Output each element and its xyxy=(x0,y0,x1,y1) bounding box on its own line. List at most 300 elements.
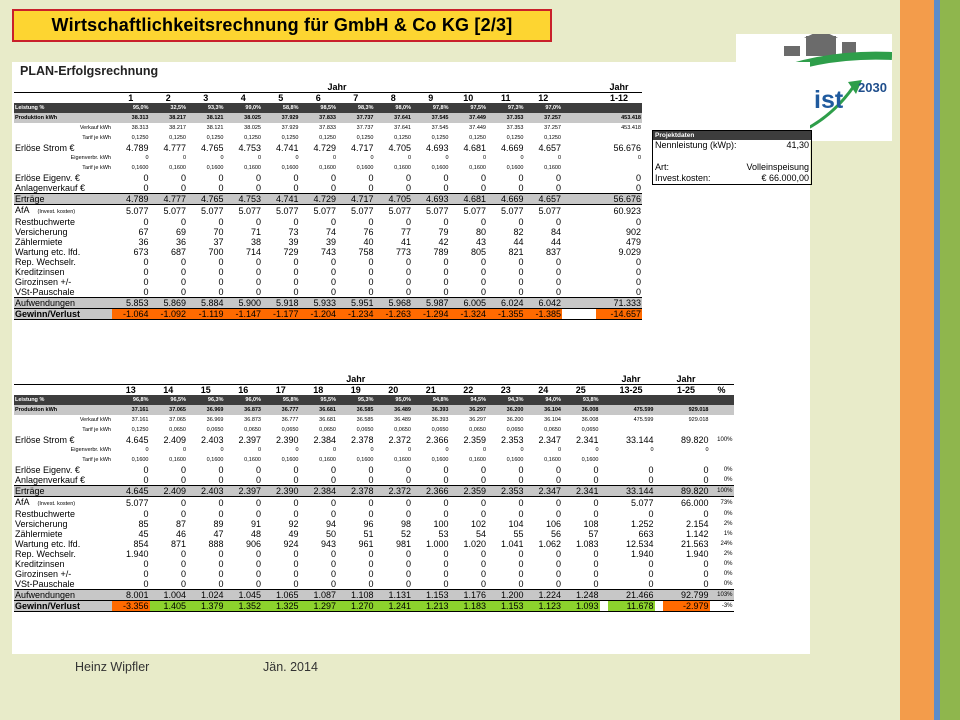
table-row xyxy=(14,247,642,257)
cell-value: 5.968 xyxy=(375,298,413,309)
cell-value: 0,1600 xyxy=(506,457,524,463)
cell-gap xyxy=(655,519,663,529)
cell-value: 4.681 xyxy=(450,194,488,205)
cell-grand: 89.820 xyxy=(680,435,709,445)
cell-total: 902 xyxy=(625,227,641,237)
header-gap xyxy=(562,93,596,104)
cell-value: 69 xyxy=(175,227,186,237)
cell-pct: 0% xyxy=(723,467,733,473)
cell-value: 0 xyxy=(368,509,374,519)
header-grand-range: 1-25 xyxy=(663,385,710,396)
cell-value: 0 xyxy=(555,475,561,485)
cell-value: 0 xyxy=(255,217,261,227)
cell-value: 0 xyxy=(330,465,336,475)
cell-gap xyxy=(562,217,596,227)
cell-value: 0,1250 xyxy=(469,135,486,141)
row-label xyxy=(14,475,112,486)
cell-value: 0,0650 xyxy=(319,427,336,433)
row-label xyxy=(14,601,112,612)
table-row xyxy=(14,183,642,194)
cell-gap xyxy=(562,257,596,267)
table-row xyxy=(14,298,642,309)
cell-value: 0 xyxy=(480,267,486,277)
header-year: 11 xyxy=(487,93,525,104)
cell-value: 37.545 xyxy=(412,113,450,123)
cell-value: 95,0% xyxy=(112,103,150,113)
table-row xyxy=(14,194,642,205)
cell-value: 79 xyxy=(438,227,449,237)
cell-value: 1.000 xyxy=(425,539,449,549)
cell-gap xyxy=(655,435,663,445)
header-year: 16 xyxy=(225,385,263,396)
cell-value: 74 xyxy=(325,227,336,237)
cell-value: 1.379 xyxy=(187,601,225,612)
cell-value: 0,1250 xyxy=(206,135,224,141)
cell-total xyxy=(596,133,642,143)
cell-value: 5.900 xyxy=(225,298,263,309)
cell-value: 0 xyxy=(218,569,224,579)
cell-value: 0 xyxy=(143,287,149,297)
cell-value: 38.217 xyxy=(169,125,186,131)
cell-pct: 100% xyxy=(710,486,734,497)
table-row xyxy=(14,519,734,529)
cell-value: 0 xyxy=(480,277,486,287)
cell-value: 2.409 xyxy=(163,435,186,445)
cell-value: 37.065 xyxy=(169,417,186,423)
row-label-text: Verkauf kWh xyxy=(79,417,111,423)
header-jahr: Jahr xyxy=(346,374,366,384)
cell-value: 0 xyxy=(518,549,524,559)
cell-gap xyxy=(655,425,663,435)
cell-value: -1.294 xyxy=(412,309,450,320)
row-label xyxy=(14,143,112,153)
cell-grand: 21.563 xyxy=(680,539,709,549)
cell-gap xyxy=(600,497,608,510)
cell-value: 0,1600 xyxy=(544,165,561,171)
row-label xyxy=(14,183,112,194)
header-year: 20 xyxy=(375,385,413,396)
cell-value: 4.753 xyxy=(238,143,261,153)
cell-total: 475.599 xyxy=(608,405,655,415)
cell-value: 1.024 xyxy=(187,590,225,601)
table-row xyxy=(14,529,734,539)
cell-value: 0 xyxy=(293,183,299,193)
cell-value: 0 xyxy=(255,559,261,569)
cell-value: 0 xyxy=(443,217,449,227)
cell-value: 0 xyxy=(143,257,149,267)
cell-value: 1.041 xyxy=(500,539,524,549)
cell-value: 2.390 xyxy=(262,486,300,497)
cell-value: 2.347 xyxy=(538,435,561,445)
cell-total: 56.676 xyxy=(596,194,642,205)
cell-value: 0,1250 xyxy=(506,135,524,141)
row-label-text: AfA xyxy=(15,497,30,507)
cell-value: 1.224 xyxy=(525,590,563,601)
cell-value: 0 xyxy=(518,569,524,579)
cell-total: 0 xyxy=(650,447,654,453)
cell-value: 0 xyxy=(330,257,336,267)
cell-value: 0 xyxy=(330,287,336,297)
cell-value: 924 xyxy=(283,539,299,549)
row-label-text: Eigenverbr. kWh xyxy=(70,447,111,453)
row-label-text: Erträge xyxy=(15,194,45,204)
cell-value: 0 xyxy=(255,287,261,297)
cell-value: 36.200 xyxy=(487,405,525,415)
cell-total: 71.333 xyxy=(596,298,642,309)
cell-value: 0,1250 xyxy=(244,135,261,141)
spreadsheet-image xyxy=(12,62,810,654)
cell-value: 0,0650 xyxy=(281,427,299,433)
cell-grand: 1.142 xyxy=(685,529,709,539)
cell-value: 0 xyxy=(180,277,186,287)
cell-value: 0 xyxy=(293,559,299,569)
cell-value: 0 xyxy=(405,257,411,267)
cell-value: 37.545 xyxy=(431,125,449,131)
row-label xyxy=(14,217,112,227)
table-row xyxy=(14,173,642,183)
cell-value: 4.741 xyxy=(275,143,299,153)
cell-value: 0,0650 xyxy=(244,427,261,433)
cell-value: 0 xyxy=(143,183,149,193)
table-row xyxy=(14,103,642,113)
cell-value: 102 xyxy=(470,519,486,529)
cell-value: 0 xyxy=(555,579,561,589)
cell-value: 56 xyxy=(550,529,561,539)
cell-total: 0 xyxy=(635,183,641,193)
cell-value: 0 xyxy=(293,569,299,579)
cell-value: 2.403 xyxy=(200,435,224,445)
cell-value: 2.397 xyxy=(238,435,261,445)
cell-gap xyxy=(562,173,596,183)
cell-total: 33.144 xyxy=(608,486,655,497)
header-year: 1 xyxy=(112,93,150,104)
cell-gap xyxy=(562,163,596,173)
cell-value: 0 xyxy=(405,287,411,297)
cell-grand: 0 xyxy=(703,475,709,485)
cell-value: 0,1600 xyxy=(281,457,299,463)
row-label xyxy=(14,205,112,218)
cell-value: 46 xyxy=(175,529,186,539)
cell-value: 51 xyxy=(363,529,374,539)
cell-pct: 2% xyxy=(723,521,733,527)
cell-value: 2.353 xyxy=(500,435,524,445)
row-label xyxy=(14,415,112,425)
row-label-text: Anlagenverkauf € xyxy=(15,475,86,485)
cell-value: 1.241 xyxy=(375,601,413,612)
cell-value: 36.777 xyxy=(281,417,299,423)
row-label-text: Girozinsen +/- xyxy=(15,569,72,579)
projektdaten-value: 41,30 xyxy=(786,140,809,150)
cell-value: 0 xyxy=(293,267,299,277)
cell-gap xyxy=(562,205,596,218)
row-label xyxy=(14,486,112,497)
cell-value: 0,1600 xyxy=(169,165,186,171)
cell-value: 2.372 xyxy=(375,486,413,497)
cell-value: 0 xyxy=(405,173,411,183)
cell-value: 0 xyxy=(555,465,561,475)
cell-value: 0,0650 xyxy=(206,427,224,433)
cell-value: 0 xyxy=(180,509,186,519)
table-row xyxy=(14,143,642,153)
cell-value: 0 xyxy=(330,498,336,508)
cell-value: 0 xyxy=(368,267,374,277)
cell-value: 0 xyxy=(143,569,149,579)
cell-value: 0,1600 xyxy=(469,457,486,463)
cell-grand: 89.820 xyxy=(663,486,710,497)
cell-value: 0 xyxy=(368,498,374,508)
cell-value: 40 xyxy=(363,237,374,247)
cell-value: 37.929 xyxy=(281,125,299,131)
table-row xyxy=(14,163,642,173)
table-row xyxy=(14,486,734,497)
cell-gap xyxy=(600,590,608,601)
cell-value: 94,3% xyxy=(487,395,525,405)
cell-value: 0 xyxy=(555,257,561,267)
cell-value: 0 xyxy=(370,155,374,161)
cell-value: 0,0650 xyxy=(431,427,449,433)
cell-value: 37.929 xyxy=(262,113,300,123)
cell-value: 0 xyxy=(405,569,411,579)
cell-gap xyxy=(600,601,608,612)
projektdaten-row xyxy=(653,151,811,162)
header-year: 13 xyxy=(112,385,150,396)
cell-value: 5.077 xyxy=(163,206,186,216)
cell-value: 0 xyxy=(255,183,261,193)
cell-value: 821 xyxy=(508,247,524,257)
row-label xyxy=(14,579,112,590)
cell-value: 1.200 xyxy=(487,590,525,601)
cell-gap xyxy=(655,395,663,405)
row-label xyxy=(14,287,112,298)
cell-value: 0 xyxy=(293,173,299,183)
cell-gap xyxy=(600,579,608,590)
cell-value: 0 xyxy=(443,183,449,193)
cell-value: 0 xyxy=(480,183,486,193)
cell-total: 9.029 xyxy=(618,247,641,257)
cell-value: 0 xyxy=(255,465,261,475)
cell-value: 0,1600 xyxy=(431,457,449,463)
header-row-jahr xyxy=(14,82,642,93)
cell-total xyxy=(596,103,642,113)
cell-value: 0 xyxy=(518,498,524,508)
header-gap xyxy=(655,385,663,396)
cell-value: 0 xyxy=(330,267,336,277)
cell-value: 0 xyxy=(518,183,524,193)
cell-value: 93,8% xyxy=(562,395,600,405)
cell-pct xyxy=(710,445,734,455)
row-label-text: Erlöse Strom € xyxy=(15,143,75,153)
header-year: 23 xyxy=(487,385,525,396)
cell-value: 0 xyxy=(255,267,261,277)
row-label-text: Aufwendungen xyxy=(15,298,76,308)
row-label-text: Erträge xyxy=(15,486,45,496)
cell-value: 36.393 xyxy=(431,417,449,423)
header-spacer xyxy=(14,385,112,396)
cell-value: 0,1250 xyxy=(281,135,299,141)
cell-value: 0 xyxy=(557,447,561,453)
cell-gap xyxy=(655,601,663,612)
table-row xyxy=(14,455,734,465)
row-label xyxy=(14,465,112,475)
cell-total: -14.657 xyxy=(596,309,642,320)
cell-value: 0 xyxy=(482,447,486,453)
cell-value: 0,1250 xyxy=(319,135,336,141)
cell-value: 99,0% xyxy=(225,103,263,113)
table-row xyxy=(14,267,642,277)
logo-year: 2030 xyxy=(858,80,887,95)
cell-value: 1.270 xyxy=(337,601,375,612)
cell-value: 0 xyxy=(143,465,149,475)
row-label-text: Zählermiete xyxy=(15,237,63,247)
cell-value: 37.257 xyxy=(544,125,561,131)
cell-value: 0 xyxy=(330,277,336,287)
cell-value: 2.378 xyxy=(337,486,375,497)
cell-value: 0 xyxy=(443,267,449,277)
cell-value: 0 xyxy=(518,509,524,519)
cell-value: 0 xyxy=(443,277,449,287)
cell-value: 4.645 xyxy=(112,486,150,497)
cell-value: 0 xyxy=(220,447,224,453)
cell-value: 0 xyxy=(555,287,561,297)
cell-gap xyxy=(655,497,663,510)
cell-value: 0 xyxy=(180,217,186,227)
table-row xyxy=(14,539,734,549)
cell-value: 0 xyxy=(257,155,261,161)
cell-value: 729 xyxy=(283,247,299,257)
cell-value: 0 xyxy=(143,509,149,519)
cell-gap xyxy=(600,455,608,465)
row-label-text: Eigenverbr. kWh xyxy=(70,155,111,161)
cell-grand xyxy=(663,395,710,405)
cell-value: 0 xyxy=(445,155,449,161)
cell-value: -1.355 xyxy=(487,309,525,320)
projektdaten-row xyxy=(653,140,811,151)
cell-gap xyxy=(600,519,608,529)
cell-pct: 103% xyxy=(710,590,734,601)
header-year: 12 xyxy=(525,93,563,104)
cell-value: 0 xyxy=(218,173,224,183)
cell-value: 5.869 xyxy=(150,298,188,309)
cell-value: 85 xyxy=(138,519,149,529)
cell-value: 0 xyxy=(480,498,486,508)
cell-value: 837 xyxy=(545,247,561,257)
row-label-text: Restbuchwerte xyxy=(15,217,76,227)
cell-value: 5.951 xyxy=(337,298,375,309)
cell-value: 37.353 xyxy=(506,125,524,131)
cell-value: 0 xyxy=(180,579,186,589)
cell-value: 0 xyxy=(143,559,149,569)
cell-value: 36.297 xyxy=(450,405,488,415)
row-label-text: Versicherung xyxy=(15,519,68,529)
cell-value: 0 xyxy=(405,183,411,193)
cell-value: 0 xyxy=(180,569,186,579)
cell-grand: 929.018 xyxy=(663,405,710,415)
cell-grand: 0 xyxy=(705,447,709,453)
cell-value: 5.077 xyxy=(200,206,224,216)
row-label-text: Wartung etc. lfd. xyxy=(15,247,81,257)
cell-value: 0 xyxy=(180,183,186,193)
cell-value: 1.940 xyxy=(125,549,149,559)
cell-value: 773 xyxy=(395,247,411,257)
cell-value: 0 xyxy=(180,475,186,485)
cell-value: 96,0% xyxy=(225,395,263,405)
cell-value: -1.092 xyxy=(150,309,188,320)
cell-gap xyxy=(655,405,663,415)
cell-value: 54 xyxy=(475,529,486,539)
cell-gap xyxy=(562,113,596,123)
cell-value: 4.669 xyxy=(500,143,524,153)
cell-gap xyxy=(655,455,663,465)
cell-total: 0 xyxy=(648,465,654,475)
cell-value: -1.119 xyxy=(187,309,225,320)
cell-value: 0 xyxy=(518,559,524,569)
cell-value: 89 xyxy=(213,519,224,529)
cell-gap xyxy=(562,103,596,113)
cell-total xyxy=(608,455,655,465)
cell-value: 5.884 xyxy=(187,298,225,309)
cell-value: 700 xyxy=(208,247,224,257)
cell-value: 38.121 xyxy=(206,125,224,131)
cell-value: 0,1600 xyxy=(469,165,486,171)
cell-value: 37.065 xyxy=(150,405,188,415)
cell-value: 687 xyxy=(170,247,186,257)
cell-value: 0 xyxy=(480,559,486,569)
cell-value: 0 xyxy=(405,498,411,508)
cell-value: 77 xyxy=(400,227,411,237)
row-label xyxy=(14,529,112,539)
header-gap xyxy=(655,374,663,385)
row-label xyxy=(14,133,112,143)
cell-value: 2.403 xyxy=(187,486,225,497)
cell-value: 38.217 xyxy=(150,113,188,123)
row-label-text: Verkauf kWh xyxy=(79,125,111,131)
cell-value: 93,3% xyxy=(187,103,225,113)
cell-value: 0 xyxy=(443,569,449,579)
cell-value: 0 xyxy=(255,498,261,508)
cell-value: 38.313 xyxy=(131,125,149,131)
cell-value: 36.489 xyxy=(375,405,413,415)
table-row xyxy=(14,277,642,287)
cell-value: 94,0% xyxy=(525,395,563,405)
cell-value: 5.918 xyxy=(262,298,300,309)
cell-pct: 0% xyxy=(723,561,733,567)
cell-total: 0 xyxy=(635,257,641,267)
header-total-jahr: Jahr xyxy=(621,374,641,384)
cell-value: 1.004 xyxy=(150,590,188,601)
cell-value: 0,1600 xyxy=(319,457,336,463)
cell-value: 36.393 xyxy=(412,405,450,415)
row-label-text: Erlöse Eigenv. € xyxy=(15,173,80,183)
cell-gap xyxy=(655,465,663,475)
row-label xyxy=(14,123,112,133)
row-label-text: Rep. Wechselr. xyxy=(15,549,76,559)
header-spacer xyxy=(14,374,112,385)
cell-grand: 0 xyxy=(703,559,709,569)
cell-grand: -2.979 xyxy=(663,601,710,612)
projektdaten-label: Nennleistung (kWp): xyxy=(655,140,737,150)
cell-value: 0 xyxy=(368,183,374,193)
cell-gap xyxy=(562,287,596,298)
cell-value: 0 xyxy=(368,549,374,559)
cell-value: 37.353 xyxy=(487,113,525,123)
cell-value: 4.681 xyxy=(463,143,486,153)
cell-value: 0,1600 xyxy=(131,165,149,171)
row-label-text: Gewinn/Verlust xyxy=(15,309,81,319)
cell-value: 2.359 xyxy=(450,486,488,497)
cell-value: -1.263 xyxy=(375,309,413,320)
cell-value: 0,1600 xyxy=(206,165,224,171)
cell-value: 0,1600 xyxy=(506,165,524,171)
